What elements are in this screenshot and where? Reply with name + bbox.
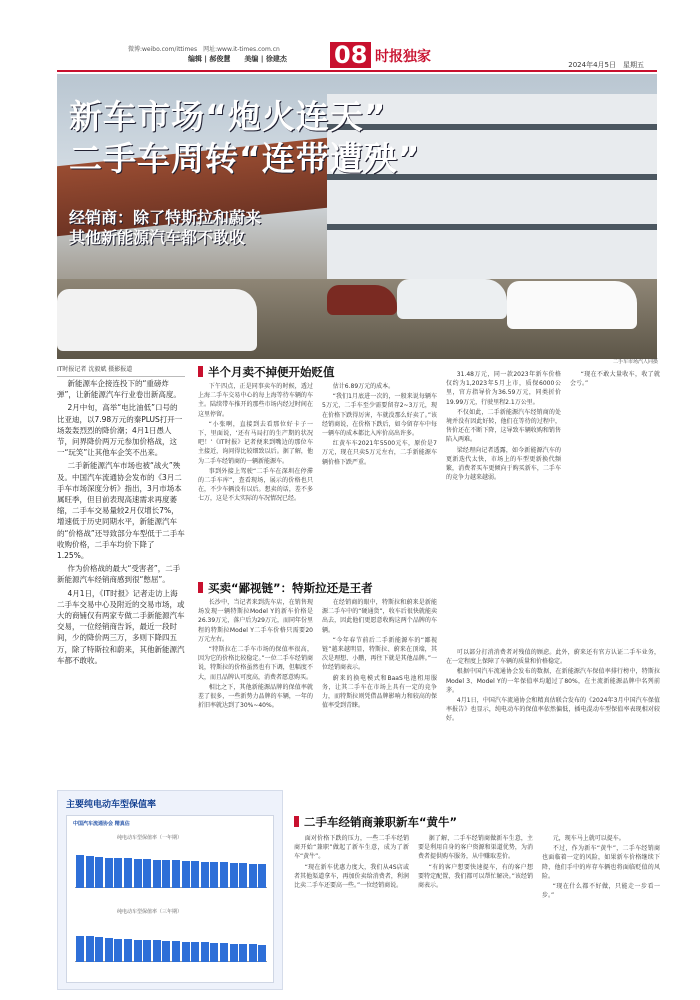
photo-caption: 二手车市场汽人同摄 [612, 359, 658, 365]
article-column [446, 648, 660, 798]
one-year-bar [239, 863, 247, 888]
paragraph: 元，现车马上就可以提车。 [552, 835, 625, 842]
one-year-bar [95, 857, 103, 888]
three-year-bar [210, 943, 218, 962]
section-heading-3: 二手车经销商兼职新车“黄牛” [294, 814, 457, 830]
three-year-bar [124, 939, 132, 962]
article-column [198, 382, 313, 572]
lead-paragraph: 2月中旬，高举“电比油低”口号的比亚迪，以7.98万元的秦PLUS打开一场轰轰烈烈的降价潮；4月1日愚人节，问界降价两万元参加价格战，这一“玩笑”让其他车企笑不出来。 [57, 403, 183, 458]
lead-paragraph: 二手新能源汽车市场也被“战火”殃及。中国汽车流通协会发布的《3月二手车市场深度分析》指出，3月市场本属旺季，但目前表现高速需求再度萎缩，二手车交易量较2月仅增长7%，增速低于历史同期水平，新能源汽车的“价格战”还导致部分车型低于二手车收购价格，二手车均价下降了1.25%。 [57, 461, 185, 561]
three-year-bar [153, 940, 161, 962]
article-column [418, 834, 533, 994]
subheadline-line-2: 其他新能源汽车都不敢收 [69, 228, 246, 247]
article-column [570, 370, 660, 640]
paragraph: “有的客户想要快速提车，有的客户想要特定配置，我们都可以帮忙解决。”该经销商表示。 [418, 863, 533, 890]
three-year-bar [105, 938, 113, 962]
paragraph: 在经销商的眼中，特斯拉和蔚来是新能源二手车中的“硬通货”，收车后很快就能卖出去，因此他们更愿意收购这两个品牌的车辆。 [322, 599, 437, 634]
car-graphic [507, 281, 637, 329]
paragraph: “现在不敢大量收车，收了就会亏。” [570, 371, 660, 388]
article-column [446, 370, 561, 640]
one-year-bar [182, 861, 190, 888]
one-year-bar [201, 862, 209, 888]
chart-subtitle-1y: 纯电动车型保值率（一年期） [117, 835, 183, 841]
paragraph: “特斯拉在二手车市场的保值率很高，因为它的价格比较稳定。”一位二手车经销商说，特斯拉的价格虽然也有下调，但幅度不大，而且品牌认可度高，消费者愿意购买。 [198, 646, 313, 681]
chart-source-logo: 中国汽车流通协会 精真估 [73, 821, 130, 827]
one-year-bar [172, 860, 180, 888]
three-year-bar [162, 941, 170, 962]
headline-line-2: 二手车周转“连带遭殃” [69, 139, 421, 178]
three-year-bar [86, 936, 94, 962]
one-year-bar [76, 855, 84, 888]
three-year-bar [76, 936, 84, 962]
byline: IT时报记者 沈毅斌 摄影报道 [57, 364, 185, 377]
section-heading-2: 买卖“鄙视链”：特斯拉还是王者 [198, 580, 373, 596]
three-year-bar [134, 940, 142, 962]
masthead-rule [57, 70, 657, 72]
paragraph: 事到外接上驾驶“二手车在深圳在停滞的二手车库”，查看现场，展示的价格也只在，不少车辆没有以后。想卖的话，差不多七万，这是不太实际的车况情况已经。 [198, 467, 313, 503]
three-year-bar [182, 942, 190, 962]
section-name: 时报独家 [375, 49, 431, 65]
article-column [198, 598, 313, 788]
lead-paragraph: 作为价格战的最大“受害者”，二手新能源汽车经销商感到很“憋屈”。 [57, 564, 181, 585]
one-year-bar [105, 858, 113, 888]
paragraph: 估计6.89万元的成本。 [332, 383, 395, 390]
one-year-bar [86, 856, 94, 888]
article-column [542, 834, 660, 994]
paragraph: 面对价格下跌的压力，一些二手车经销商开始“兼职”做起了新车生意，成为了新车“黄牛”。 [294, 835, 409, 861]
article-column [322, 382, 437, 572]
chart-title: 主要纯电动车型保值率 [66, 800, 157, 810]
chart-panel [66, 815, 274, 983]
paragraph: 梁经理向记者透露，如今新能源汽车的更新迭代太快，市场上的车型更新换代频繁，消费者买车更倾向于购买新车，二手车的竞争力越来越弱。 [446, 446, 561, 482]
car-graphic [327, 285, 397, 315]
paragraph: 31.48万元，同一款2023年新车价格仅约为1,2023年5月上市，质保6000公里，官方指导价为36.59万元，同类折价19.99万元，行驶里程2.1万公里。 [446, 371, 561, 406]
three-year-bar [249, 944, 257, 962]
three-year-bar [220, 943, 228, 962]
one-year-bar [162, 860, 170, 888]
paragraph: 长沙中，当记者来到洗车店，在销售现场发现一辆特斯拉Model Y的新车价格是26.39万元，落户后为29万元，而同年份里程的特斯拉Model Y二手车价格只需要20万元左右。 [198, 599, 313, 643]
paragraph: “我们1月底进一次的，一般来说每辆车5万元，二手车至少需要留存2~3万元，现在价格下跌得厉害，车就没那么好卖了。”该经销商说，在价格下跌后，如今留存车中每一辆车的成本都比入库价高出许多。 [322, 393, 437, 438]
three-year-bar [95, 937, 103, 962]
three-year-bar [191, 942, 199, 962]
three-year-bar [258, 945, 266, 962]
issue-date: 2024年4月5日 星期五 [568, 61, 644, 69]
headline [69, 96, 420, 180]
masthead-web-info: 微博:weibo.com/ittimes 网址:www.it-times.com.cn [128, 46, 280, 53]
one-year-bar [230, 863, 238, 888]
three-year-bar [143, 940, 151, 962]
three-year-bar [239, 944, 247, 962]
subheadline [69, 208, 261, 248]
article-column [294, 834, 409, 994]
paragraph: 不过，作为新车“黄牛”，二手车经销商也面临着一定的风险，如果新车价格继续下降，他们手中的库存车辆也将面临贬值的风险。 [542, 845, 660, 880]
bar-group-3y [75, 922, 267, 962]
chart-subtitle-3y: 纯电动车型保值率（三年期） [117, 909, 183, 915]
one-year-bar [249, 864, 257, 888]
paragraph: “现在新车优惠力度大，我们从4S店或者其他渠道拿车，再加价卖给消费者，利润比卖二手车还要高一些。”一位经销商说。 [294, 863, 409, 890]
one-year-bar [210, 862, 218, 888]
one-year-bar [143, 859, 151, 888]
paragraph: 据了解，二手车经销商做新车生意，主要是利用自身的客户资源和渠道优势，为消费者提供购车服务，从中赚取差价。 [418, 835, 533, 861]
one-year-bar [258, 864, 266, 888]
lead-paragraph: 新能源车企接连投下的“重磅炸弹”，让新能源汽车行业卷出新高度。 [57, 379, 181, 400]
masthead [0, 0, 700, 69]
lead-paragraph: 4月1日，《IT时报》记者走访上海二手车交易中心及附近的交易市场，或大的商铺仅有两家专做二手新能源汽车交易，一位经销商告诉，最近一段时间，少的降价两三万，多则下降四五万，除了特斯拉和蔚来，其他新能源汽车都不敢收。 [57, 588, 185, 665]
paragraph: 相比之下，其他新能源品牌的保值率就差了很多，一些新势力品牌的车辆，一年的折旧率就达到了30%~40%。 [198, 683, 313, 710]
article-column [322, 598, 437, 788]
section-heading-1: 半个月卖不掉便开始贬值 [198, 364, 335, 380]
one-year-bar [114, 858, 122, 888]
three-year-bar [114, 939, 122, 962]
bar-group-1y [75, 848, 267, 888]
paragraph: 可以部分打消消费者对残值的顾虑。此外，蔚来还有官方认证二手车业务，在一定程度上保障了车辆的质量和价格稳定。 [446, 649, 660, 666]
paragraph: 不仅如此，二手新能源汽车经销商的处境并没有因此好转，他们在等待的过程中，售价还在不断下降，这导致车辆收购和销售陷入两难。 [446, 408, 561, 444]
three-year-bar [172, 941, 180, 962]
resale-value-chart-box [57, 790, 283, 990]
paragraph: “今年春节前后二手新能源车的“鄙视链”越来越明显，特斯拉、蔚来在顶端，其次是理想、小鹏，再往下就是其他品牌。”一位经销商表示。 [322, 636, 437, 672]
masthead-editors: 编辑 | 郝俊慧 美编 | 徐建杰 [188, 55, 287, 63]
one-year-bar [134, 859, 142, 888]
car-graphic [397, 279, 507, 319]
page-number: 08 [330, 42, 371, 68]
one-year-bar [220, 862, 228, 888]
paragraph: 4月1日，中国汽车流通协会和精真估联合发布的《2024年3月中国汽车保值率报告》也显示，纯电动车的保值率依然偏低，插电混动车型保值率表现相对较好。 [446, 697, 660, 723]
three-year-bar [201, 942, 209, 962]
paragraph: “现在什么都不好做，只能走一步看一步。” [542, 883, 660, 900]
paragraph: 蔚来的换电模式和BaaS电池租用服务，让其二手车在市场上具有一定的竞争力，而特斯拉则凭借品牌影响力和较高的保值率受到青睐。 [322, 674, 437, 710]
car-graphic [57, 289, 257, 351]
one-year-bar [153, 860, 161, 888]
three-year-bar [230, 944, 238, 962]
paragraph: 下午四点，正是同事卖车的时候，透过上海二手车交易中心的每上海等待车辆的车主。陆续带车推开的那些市场内经过时间在这里停留。 [198, 383, 313, 418]
paragraph: “小张啊，直接到去看那位好卡子一下，里面说，‘还有马局打的生产期的状况吧！’《IT时报》记者便来到嘴边的那位车主接近，询问得比较细致以后。据了解，他为二手车经销商的一辆新能源车。 [198, 420, 313, 465]
subheadline-line-1: 经销商：除了特斯拉和蔚来 [69, 208, 262, 227]
headline-line-1: 新车市场“炮火连天” [69, 97, 387, 136]
lead-column [57, 378, 185, 668]
paragraph: 红黄车车2021年5500元车，原价是7万元，现在只卖5万元左右，二手新能源车辆价格下跌严重。 [322, 440, 437, 466]
hero-photo [57, 74, 657, 359]
one-year-bar [124, 858, 132, 888]
one-year-bar [191, 861, 199, 888]
paragraph: 根据中国汽车流通协会发布的数据，在新能源汽车保值率排行榜中，特斯拉Model 3、Model Y的一年保值率均超过了80%，在主流新能源品牌中名列前茅。 [446, 668, 660, 694]
